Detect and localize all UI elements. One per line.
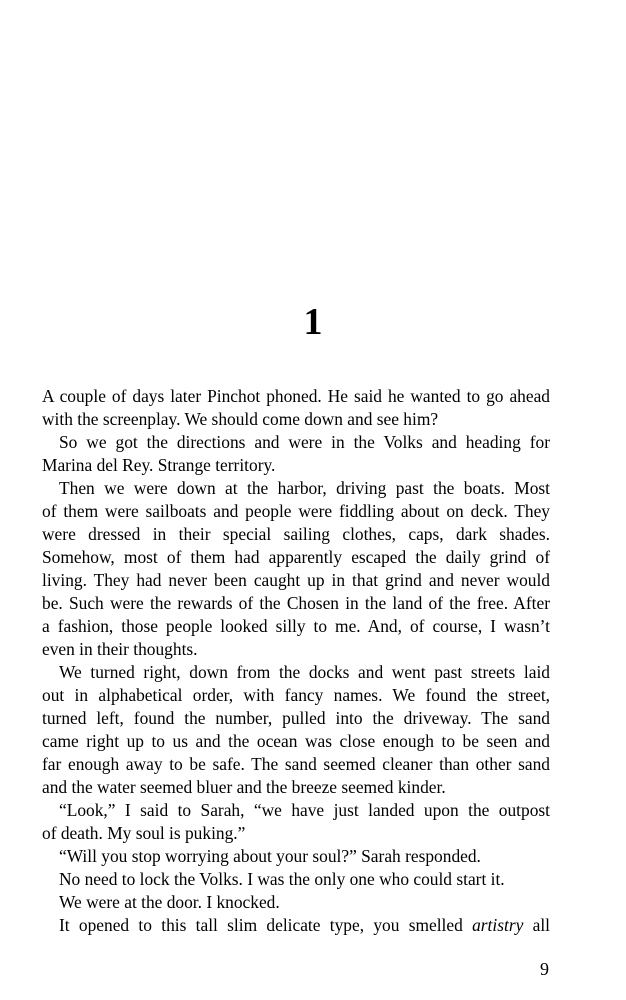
- text-line: living. They had never been caught up in that grind and never would: [42, 570, 550, 590]
- text-line: A couple of days later Pinchot phoned. He said he wanted to go ahead: [42, 386, 550, 406]
- text-line: We were at the door. I knocked.: [59, 892, 280, 912]
- text-line: of them were sailboats and people were fiddling about on deck. They: [42, 501, 550, 521]
- text-line: and the water seemed bluer and the breeze seemed kinder.: [42, 777, 446, 797]
- text-line: were dressed in their special sailing clothes, caps, dark shades.: [42, 524, 550, 544]
- body-text: [42, 385, 550, 937]
- text-line: a fashion, those people looked silly to me. And, of course, I wasn’t: [42, 616, 550, 636]
- text-line: be. Such were the rewards of the Chosen in the land of the free. After: [42, 593, 550, 613]
- text-line: far enough away to be safe. The sand seemed cleaner than other sand: [42, 754, 550, 774]
- text-line: “Look,” I said to Sarah, “we have just landed upon the outpost: [59, 800, 550, 820]
- text-line: “Will you stop worrying about your soul?” Sarah responded.: [59, 846, 481, 866]
- text-line-final: [42, 914, 550, 937]
- text-line: even in their thoughts.: [42, 639, 198, 659]
- text-line: Then we were down at the harbor, driving past the boats. Most: [59, 478, 550, 498]
- text-line: out in alphabetical order, with fancy names. We found the street,: [42, 685, 550, 705]
- final-line-emphasis: artistry: [472, 915, 524, 935]
- text-line: came right up to us and the ocean was close enough to be seen and: [42, 731, 550, 751]
- text-line: of death. My soul is puking.”: [42, 823, 246, 843]
- text-line: We turned right, down from the docks and went past streets laid: [59, 662, 550, 682]
- final-line-after: all: [523, 915, 550, 935]
- text-line: Somehow, most of them had apparently escaped the daily grind of: [42, 547, 550, 567]
- text-line: turned left, found the number, pulled into the driveway. The sand: [42, 708, 550, 728]
- text-line: No need to lock the Volks. I was the only one who could start it.: [59, 869, 505, 889]
- final-line-before: It opened to this tall slim delicate type, you smelled: [59, 915, 473, 935]
- text-line: Marina del Rey. Strange territory.: [42, 455, 276, 475]
- text-line: So we got the directions and were in the Volks and heading for: [59, 432, 550, 452]
- page-number: 9: [540, 959, 549, 979]
- text-line: with the screenplay. We should come down and see him?: [42, 409, 439, 429]
- chapter-number: 1: [303, 301, 323, 343]
